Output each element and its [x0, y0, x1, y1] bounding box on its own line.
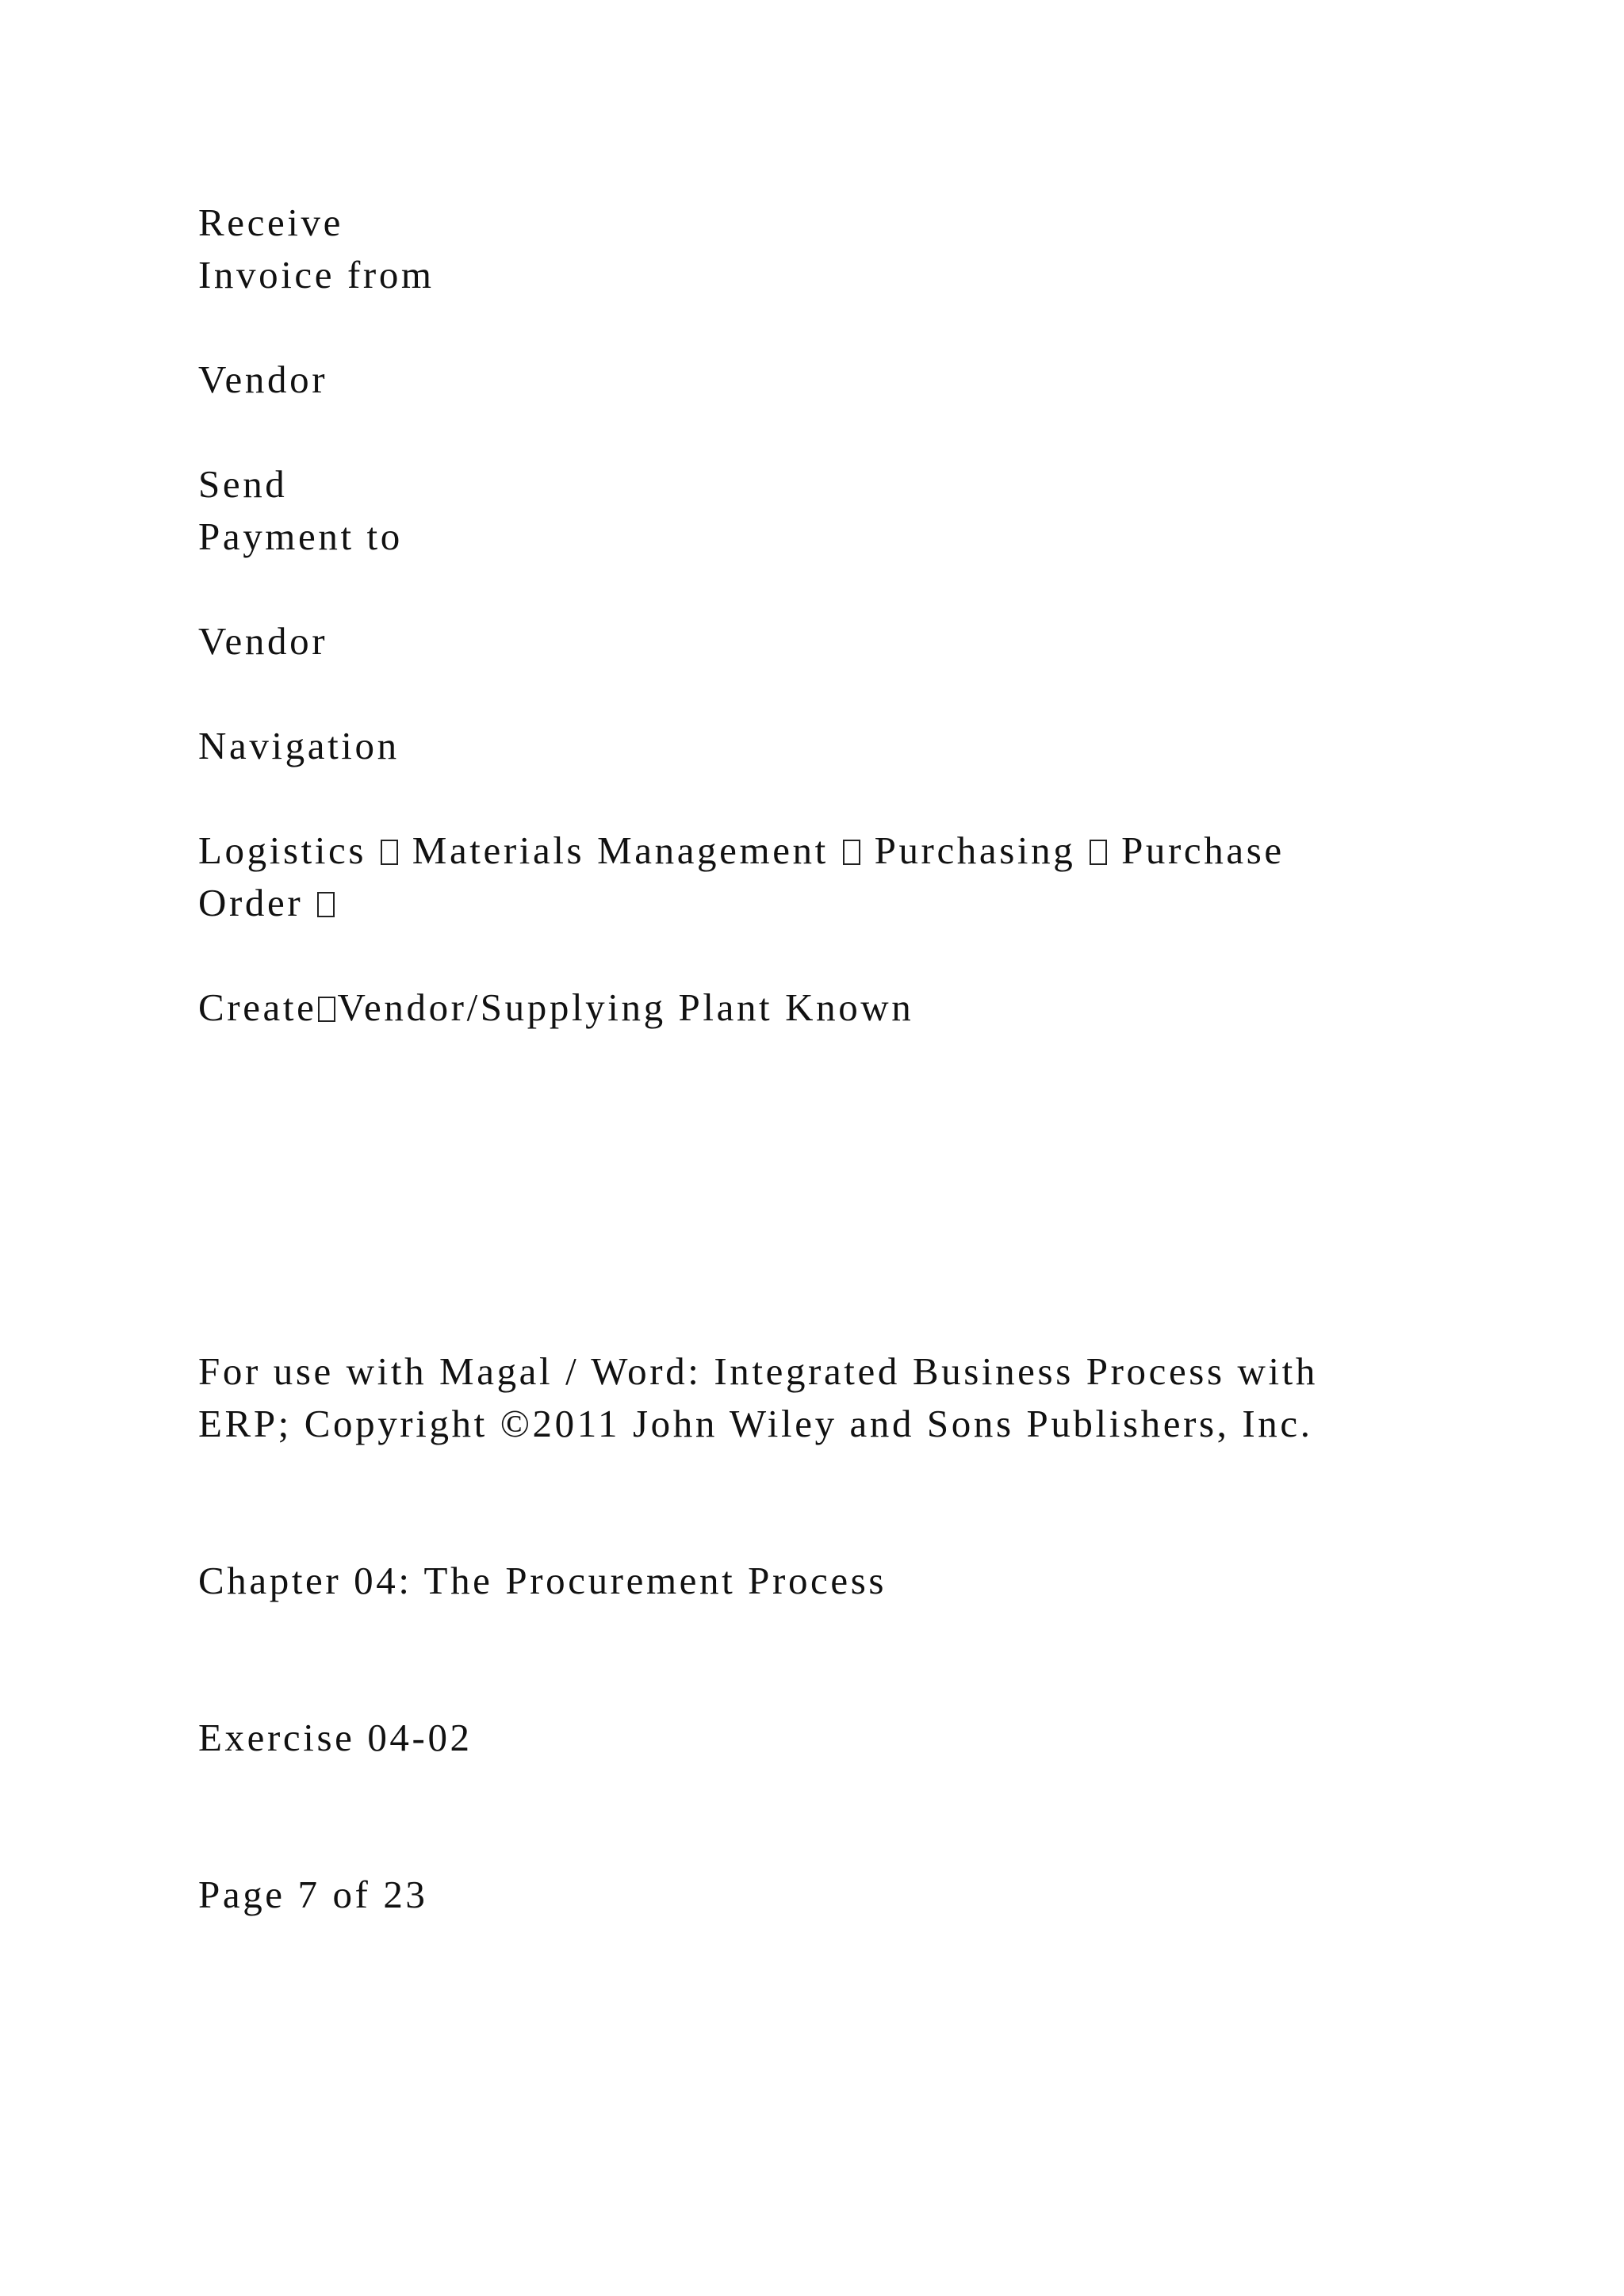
nav-crumb-purchasing: Purchasing [874, 828, 1076, 872]
arrow-right-icon [1090, 840, 1107, 865]
navigation-path-line3 [198, 982, 914, 1034]
nav-crumb-vendor-supplying-plant-known: Vendor/Supplying Plant Known [337, 985, 914, 1029]
arrow-right-icon [381, 840, 398, 865]
step-send-line2: Payment to [198, 515, 403, 558]
arrow-right-icon [318, 997, 335, 1022]
navigation-path-line2 [198, 877, 336, 929]
step-receive-line1: Receive [198, 201, 343, 244]
copyright-line1: For use with Magal / Word: Integrated Business Process with [198, 1349, 1318, 1393]
step-receive-line3: Vendor [198, 358, 328, 401]
navigation-path-line1 [198, 825, 1285, 877]
step-receive-line2: Invoice from [198, 253, 435, 297]
exercise-label: Exercise 04-02 [198, 1716, 473, 1759]
nav-crumb-logistics: Logistics [198, 828, 367, 872]
step-send-line3: Vendor [198, 619, 328, 663]
chapter-title: Chapter 04: The Procurement Process [198, 1559, 887, 1602]
nav-crumb-create: Create [198, 985, 317, 1029]
navigation-heading: Navigation [198, 724, 400, 767]
page-number: Page 7 of 23 [198, 1873, 428, 1916]
arrow-right-icon [317, 892, 335, 917]
arrow-right-icon [843, 840, 860, 865]
copyright-line2: ERP; Copyright ©2011 John Wiley and Sons Publishers, Inc. [198, 1402, 1313, 1445]
nav-crumb-materials-management: Materials Management [412, 828, 829, 872]
nav-crumb-purchase: Purchase [1121, 828, 1285, 872]
step-send-line1: Send [198, 462, 288, 506]
nav-crumb-order: Order [198, 881, 304, 924]
